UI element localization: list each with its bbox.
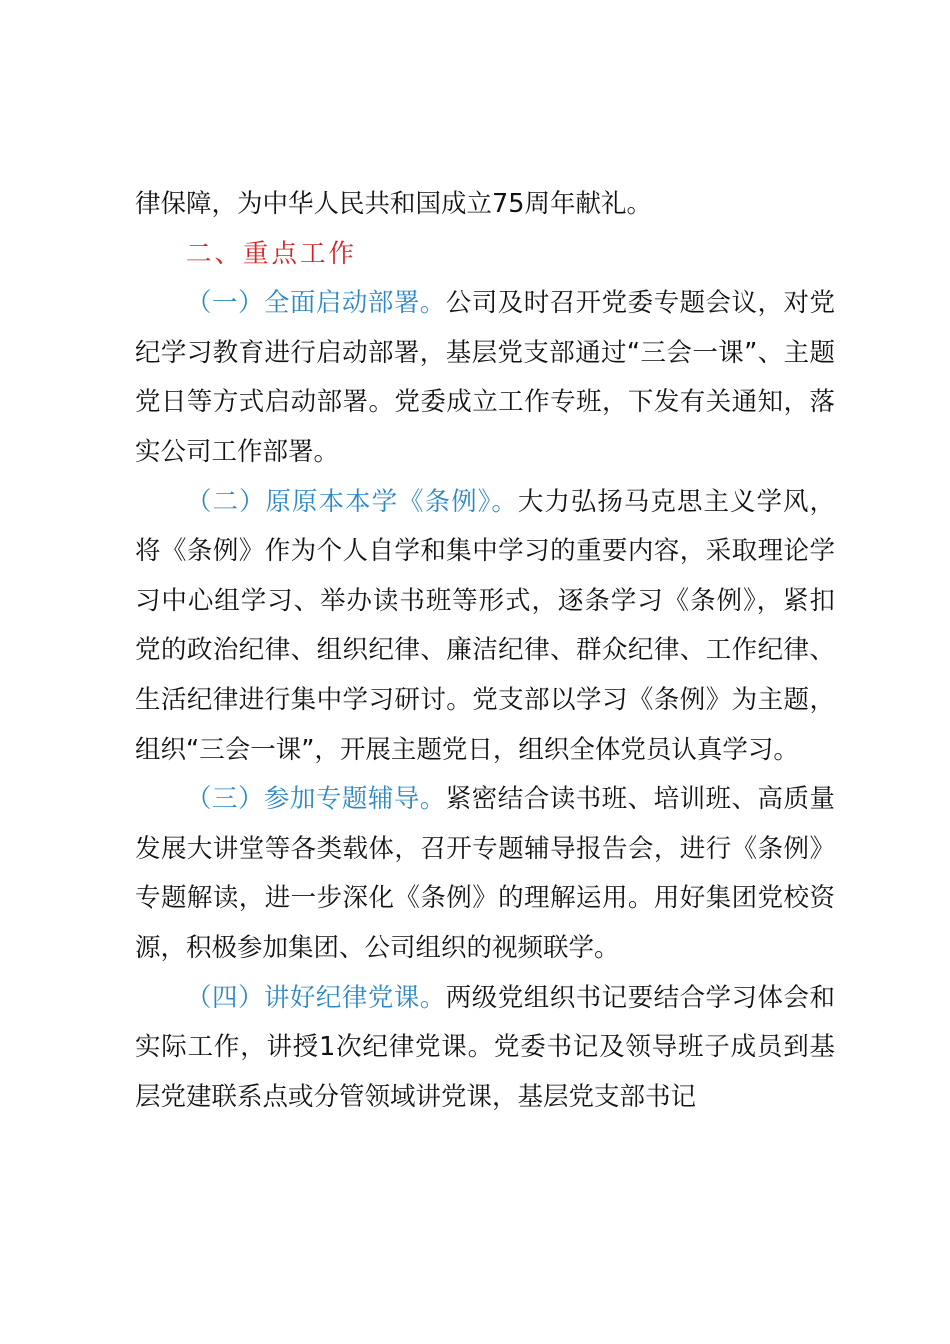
paragraph-body: 大力弘扬马克思主义学风，将《条例》作为个人自学和集中学习的重要内容，采取理论学习中心组学习、举办读书班等形式，逐条学习《条例》，紧扣党的政治纪律、组织纪律、廉洁纪律、群众纪律、工作纪律、生活纪律进行集中学习研讨。党支部以学习《条例》为主题，组织“三会一课”，开展主题党日，组织全体党员认真学习。 [135, 486, 835, 765]
paragraph-lead: （一）全面启动部署。 [186, 288, 446, 319]
paragraph-lead: （二）原原本本学《条例》。 [186, 486, 518, 517]
paragraph-item-2 [135, 478, 835, 776]
paragraph-body: 公司及时召开党委专题会议，对党纪学习教育进行启动部署，基层党支部通过“三会一课”、主题党日等方式启动部署。党委成立工作专班，下发有关通知，落实公司工作部署。 [135, 288, 835, 467]
paragraph-lead: （三）参加专题辅导。 [186, 784, 446, 815]
paragraph-body: 两级党组织书记要结合学习体会和实际工作，讲授1次纪律党课。党委书记及领导班子成员到基层党建联系点或分管领域讲党课，基层党支部书记 [135, 982, 835, 1112]
paragraph-item-3 [135, 775, 835, 973]
document-body [135, 180, 835, 1122]
intro-continuation: 律保障，为中华人民共和国成立75周年献礼。 [135, 189, 652, 219]
section-heading: 二、重点工作 [186, 238, 358, 269]
paragraph-item-4 [135, 974, 835, 1123]
paragraph-item-1 [135, 279, 835, 477]
paragraph-lead: （四）讲好纪律党课。 [186, 982, 446, 1013]
paragraph-body: 紧密结合读书班、培训班、高质量发展大讲堂等各类载体，召开专题辅导报告会，进行《条例》专题解读，进一步深化《条例》的理解运用。用好集团党校资源，积极参加集团、公司组织的视频联学。 [135, 784, 835, 963]
